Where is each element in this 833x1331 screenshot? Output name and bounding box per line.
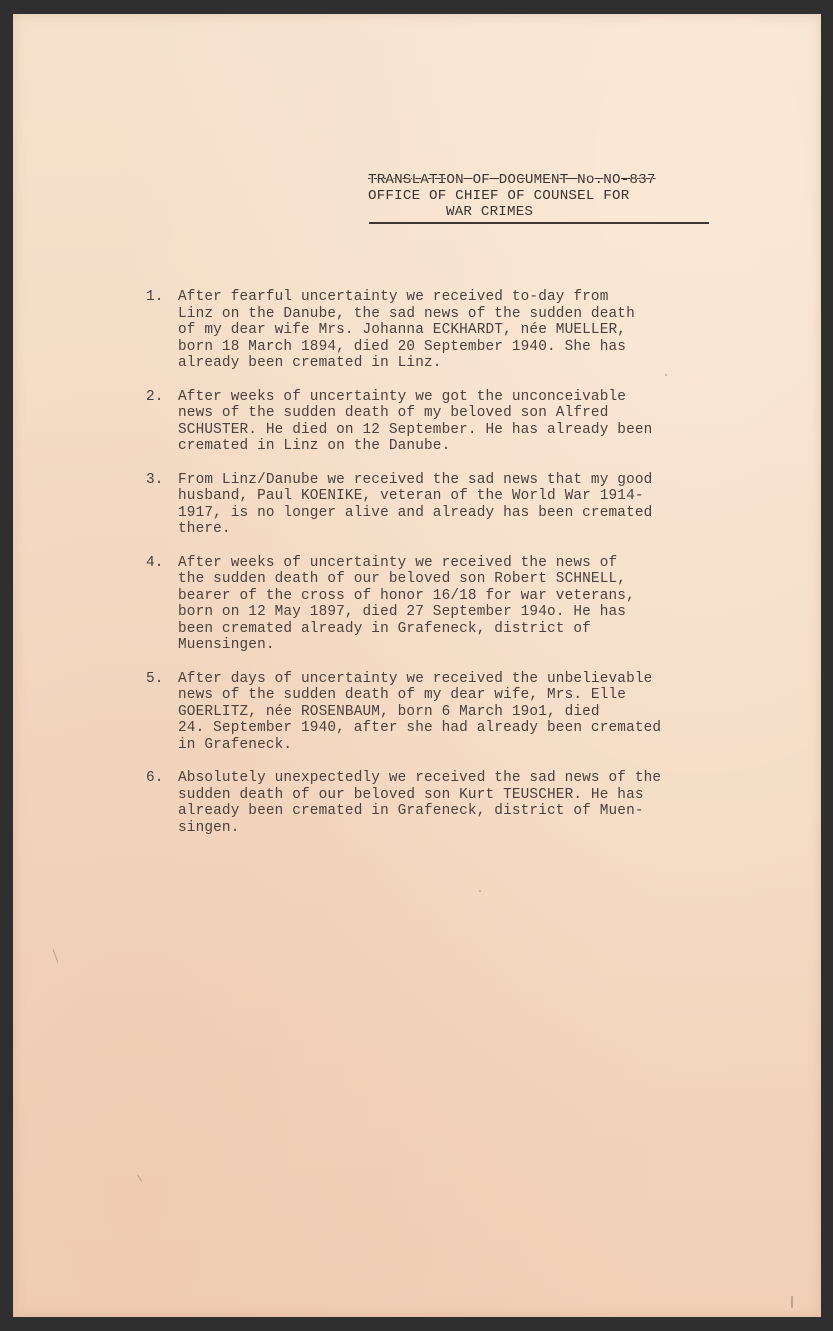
item-text bbox=[178, 555, 746, 654]
item-number: 5. bbox=[146, 670, 164, 687]
text-line: After days of uncertainty we received the unbelievable bbox=[178, 670, 653, 687]
text-line: been cremated already in Grafeneck, district of bbox=[178, 620, 591, 637]
text-line: news of the sudden death of my dear wife, Mrs. Elle bbox=[178, 687, 627, 703]
item-text bbox=[178, 770, 746, 836]
list-item-1 bbox=[146, 289, 746, 372]
document-header bbox=[368, 172, 708, 220]
text-line: sudden death of our beloved son Kurt TEUSCHER. He has bbox=[178, 786, 644, 803]
list-item-3 bbox=[146, 472, 746, 538]
text-line: Linz on the Danube, the sad news of the sudden death bbox=[178, 305, 635, 322]
text-line: After weeks of uncertainty we received the news of bbox=[178, 554, 618, 571]
text-line: 24. September 1940, after she had already been cremated bbox=[178, 720, 662, 736]
header-office: OFFICE OF CHIEF OF COUNSEL FOR bbox=[368, 188, 630, 204]
text-line: of my dear wife Mrs. Johanna ECKHARDT, née MUELLER, bbox=[178, 322, 627, 338]
text-line: singen. bbox=[178, 819, 240, 836]
text-line: After fearful uncertainty we received to-day from bbox=[178, 289, 609, 305]
text-line: Absolutely unexpectedly we received the sad news of the bbox=[178, 770, 662, 786]
list-item-6 bbox=[146, 770, 746, 836]
text-line: SCHUSTER. He died on 12 September. He has already been bbox=[178, 421, 653, 438]
text-line: 1917, is no longer alive and already has been cremated bbox=[178, 504, 653, 521]
text-line: there. bbox=[178, 521, 231, 537]
numbered-list bbox=[146, 289, 746, 853]
item-number: 3. bbox=[146, 471, 164, 488]
item-text bbox=[178, 671, 746, 754]
text-line: news of the sudden death of my beloved son Alfred bbox=[178, 405, 609, 421]
text-line: From Linz/Danube we received the sad news that my good bbox=[178, 471, 653, 488]
header-title: TRANSLATION OF DOCUMENT No.NO-837 bbox=[368, 172, 656, 188]
list-item-2 bbox=[146, 389, 746, 455]
text-line: already been cremated in Linz. bbox=[178, 355, 442, 371]
item-number: 1. bbox=[146, 289, 164, 305]
text-line: the sudden death of our beloved son Robert SCHNELL, bbox=[178, 571, 627, 587]
text-line: GOERLITZ, née ROSENBAUM, born 6 March 19o1, died bbox=[178, 703, 600, 720]
text-line: cremated in Linz on the Danube. bbox=[178, 438, 451, 454]
item-number: 4. bbox=[146, 554, 164, 571]
header-war-crimes: WAR CRIMES bbox=[446, 204, 534, 220]
item-text bbox=[178, 389, 746, 455]
text-line: in Grafeneck. bbox=[178, 736, 293, 753]
paper-speck bbox=[791, 1296, 793, 1308]
item-text bbox=[178, 472, 746, 538]
item-text bbox=[178, 289, 746, 372]
text-line: Muensingen. bbox=[178, 637, 275, 653]
list-item-5 bbox=[146, 671, 746, 754]
paper-speck bbox=[479, 890, 481, 892]
paper-speck bbox=[137, 1174, 142, 1181]
header-underline bbox=[369, 222, 709, 224]
text-line: bearer of the cross of honor 16/18 for war veterans, bbox=[178, 587, 635, 604]
text-line: After weeks of uncertainty we got the unconceivable bbox=[178, 388, 627, 405]
item-number: 6. bbox=[146, 770, 164, 786]
item-number: 2. bbox=[146, 388, 164, 405]
list-item-4 bbox=[146, 555, 746, 654]
text-line: born 18 March 1894, died 20 September 1940. She has bbox=[178, 338, 627, 355]
text-line: born on 12 May 1897, died 27 September 194o. He has bbox=[178, 604, 627, 620]
text-line: already been cremated in Grafeneck, district of Muen- bbox=[178, 803, 644, 819]
text-line: husband, Paul KOENIKE, veteran of the World War 1914- bbox=[178, 488, 644, 504]
paper-speck bbox=[53, 949, 59, 962]
